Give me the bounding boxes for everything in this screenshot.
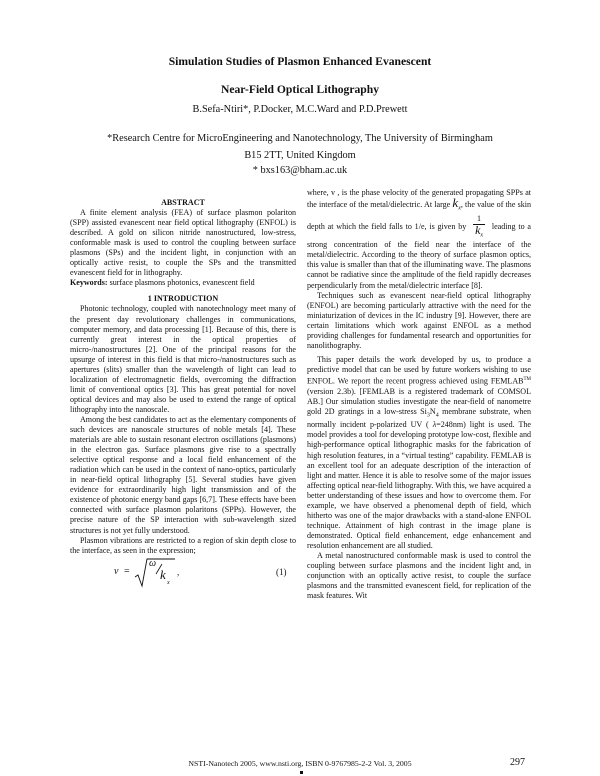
intro-paragraph-3: Plasmon vibrations are restricted to a region of skin depth close to the interface, as seen in the expression;	[70, 535, 296, 555]
keywords-line	[70, 278, 296, 288]
page-number: 297	[510, 757, 525, 768]
intro-heading: 1 INTRODUCTION	[147, 294, 219, 304]
kx-subscript: x	[458, 205, 461, 212]
fraction-denominator-wrap	[473, 222, 485, 241]
equation-comma: ,	[177, 566, 180, 577]
lambda-symbol: λ	[432, 420, 437, 430]
where-text-c: leading to a strong concentration of the field near the interface of the metal/dielectric. According to the theory of surface plasmon optics, this value is smaller than that of the illuminating wave. The plasmons cannot be radiative since the amplitude of the field rapidly decreases perpendicularly from the metal/dielectric interface [8].	[307, 221, 532, 290]
p3-text-a: This paper details the work developed by us, to produce a predictive model that can be used by future workers wishing to use ENFOL. We report the recent progress achieved using FEMLAB	[307, 354, 531, 386]
keywords-label: Keywords:	[70, 278, 108, 288]
n-text: N	[429, 406, 436, 416]
fraction-denominator: k	[475, 222, 481, 237]
affiliation-line-2: B15 2TT, United Kingdom	[244, 150, 356, 161]
right-paragraph-1	[307, 188, 531, 291]
where-text-a: where, v , is the phase velocity of the generated propagating SPPs at the interface of the metal/dielectric. At large	[307, 188, 531, 210]
where-text-b: , the value of the skin depth at which the field falls to 1/e, is given by	[307, 200, 531, 231]
abstract-text: A finite element analysis (FEA) of surface plasmon polariton (SPP) assisted evanescent near field optical lithography (ENFOL) is described. A gold on silicon nitride nanostructured, low-stress, conformable mask is used to control the coupling between surface plasmons (SPs) and the incident light, in conjunction with an optically active resist, to couple the SPs and the transmitted evanescent field for in lithography.	[70, 208, 296, 278]
si-subscript: 3	[426, 412, 430, 419]
authors: B.Sefa-Ntiri*, P.Docker, M.C.Ward and P.D.Prewett	[192, 104, 408, 115]
fraction-subscript: x	[480, 232, 484, 239]
right-paragraph-2: Techniques such as evanescent near-field optical lithography (ENFOL) are becoming particularly attractive with the need for the miniaturization of devices in the IC industry [9]. However, there are certain limitations which work against ENFOL as a method providing challenges for fundamental research and opportunities for nanolithography.	[307, 290, 531, 350]
skin-depth-fraction	[473, 214, 485, 241]
p3-text-b: (version 2.3b). [FEMLAB is a registered trademark of COMSOL AB.] Our simulation studies investigate the near-field of nanometre gold 2D gratings in a low-stress Si	[307, 386, 531, 416]
intro-paragraph-2: Among the best candidates to act as the elementary components of such devices are nanoscale structures of noble metals [4]. These materials are able to sustain resonant electron oscillations (plasmons) in the electron gas. Surface plasmons give rise to a spectrally selective optical response and a local field enhancement of the radiation which can be used in the context of nano-optics, particularly in near-field optical lithography [5]. Several studies have given evidence for extraordinarily high light transmission and of the existence of photonic energy band gaps [6,7]. These effects have been connected with surface plasmon polaritons (SPPs). However, the precise nature of the SP interaction with sub-wavelength sized structures is not yet fully understood.	[70, 414, 296, 535]
p3-text-d: =248nm) light is used. The model provides a tool for developing prototype low-cost, flexible and high-performance optical lithographic masks for the fabrication of high resolution features, in a “virtual testing” capability. FEMLAB is an excellent tool for an adequate description of the interaction of light and matter. Hence it is able to resolve some of the major issues affecting optical near-field lithography. With this, we have acquired a better understanding of these issues and how to overcome them. For example, we have observed a phenomenal depth of field, which hitherto was one of the major drawbacks with a stand-alone ENFOL technique. Attainment of high contrast in the image plane is demonstrated. Optical field enhancement, edge enhancement and resolution enhancement are all studied.	[307, 420, 531, 550]
bottom-mark	[300, 771, 303, 774]
equation-numerator: ω	[149, 557, 157, 569]
kx-symbol: k	[452, 195, 459, 211]
right-paragraph-3	[307, 355, 531, 551]
intro-paragraph-1: Photonic technology, coupled with nanotechnology meet many of the present day revolutionary challenges in communications, computer memory, and data processing [1]. Because of this, there is currently great interest in the optical properties of micro-/nanostructures [2]. One of the principal reasons for the upsurge of interest in this field is that micro-/nanostructures such as apertures (slits) smaller than the wavelength of light can lead to localization of electromagnetic fields, overcoming the diffraction limit of conventional optics [3]. This has great potential for novel optical devices and may also be used to extend the range of optical lithography into the nanoscale.	[70, 304, 296, 414]
footer-citation: NSTI-Nanotech 2005, www.nsti.org, ISBN 0-9767985-2-2 Vol. 3, 2005	[188, 759, 412, 768]
equation-1	[70, 556, 296, 590]
equation-lhs: v	[114, 565, 119, 577]
equals-sign: =	[124, 565, 130, 577]
title-line-2: Near-Field Optical Lithography	[220, 83, 379, 96]
right-column	[307, 188, 531, 601]
fraction-numerator: 1	[473, 214, 485, 225]
p3-text-c: membrane substrate, when normally incident p-polarized UV (	[307, 406, 532, 430]
left-column	[70, 198, 296, 590]
affiliation-line-1: *Research Centre for MicroEngineering and Nanotechnology, The University of Birmingham	[107, 133, 493, 144]
equation-number: (1)	[276, 566, 287, 577]
title-line-1: Simulation Studies of Plasmon Enhanced Evanescent	[168, 55, 432, 68]
n-subscript: 4	[435, 412, 439, 419]
equation-denominator: k	[160, 566, 166, 582]
equation-subscript: x	[167, 579, 170, 586]
keywords-text: surface plasmons photonics, evanescent field	[109, 278, 255, 288]
trademark-sup: TM	[523, 376, 531, 382]
abstract-heading: ABSTRACT	[161, 198, 205, 207]
author-email: * bxs163@bham.ac.uk	[252, 165, 348, 176]
right-paragraph-4: A metal nanostructured conformable mask is used to control the coupling between surface plasmons and the incident light and, in conjunction with an optically active resist, to couple the surface plasmons and the transmitted evanescent field, for replication of the mask features. Wit	[307, 551, 531, 601]
